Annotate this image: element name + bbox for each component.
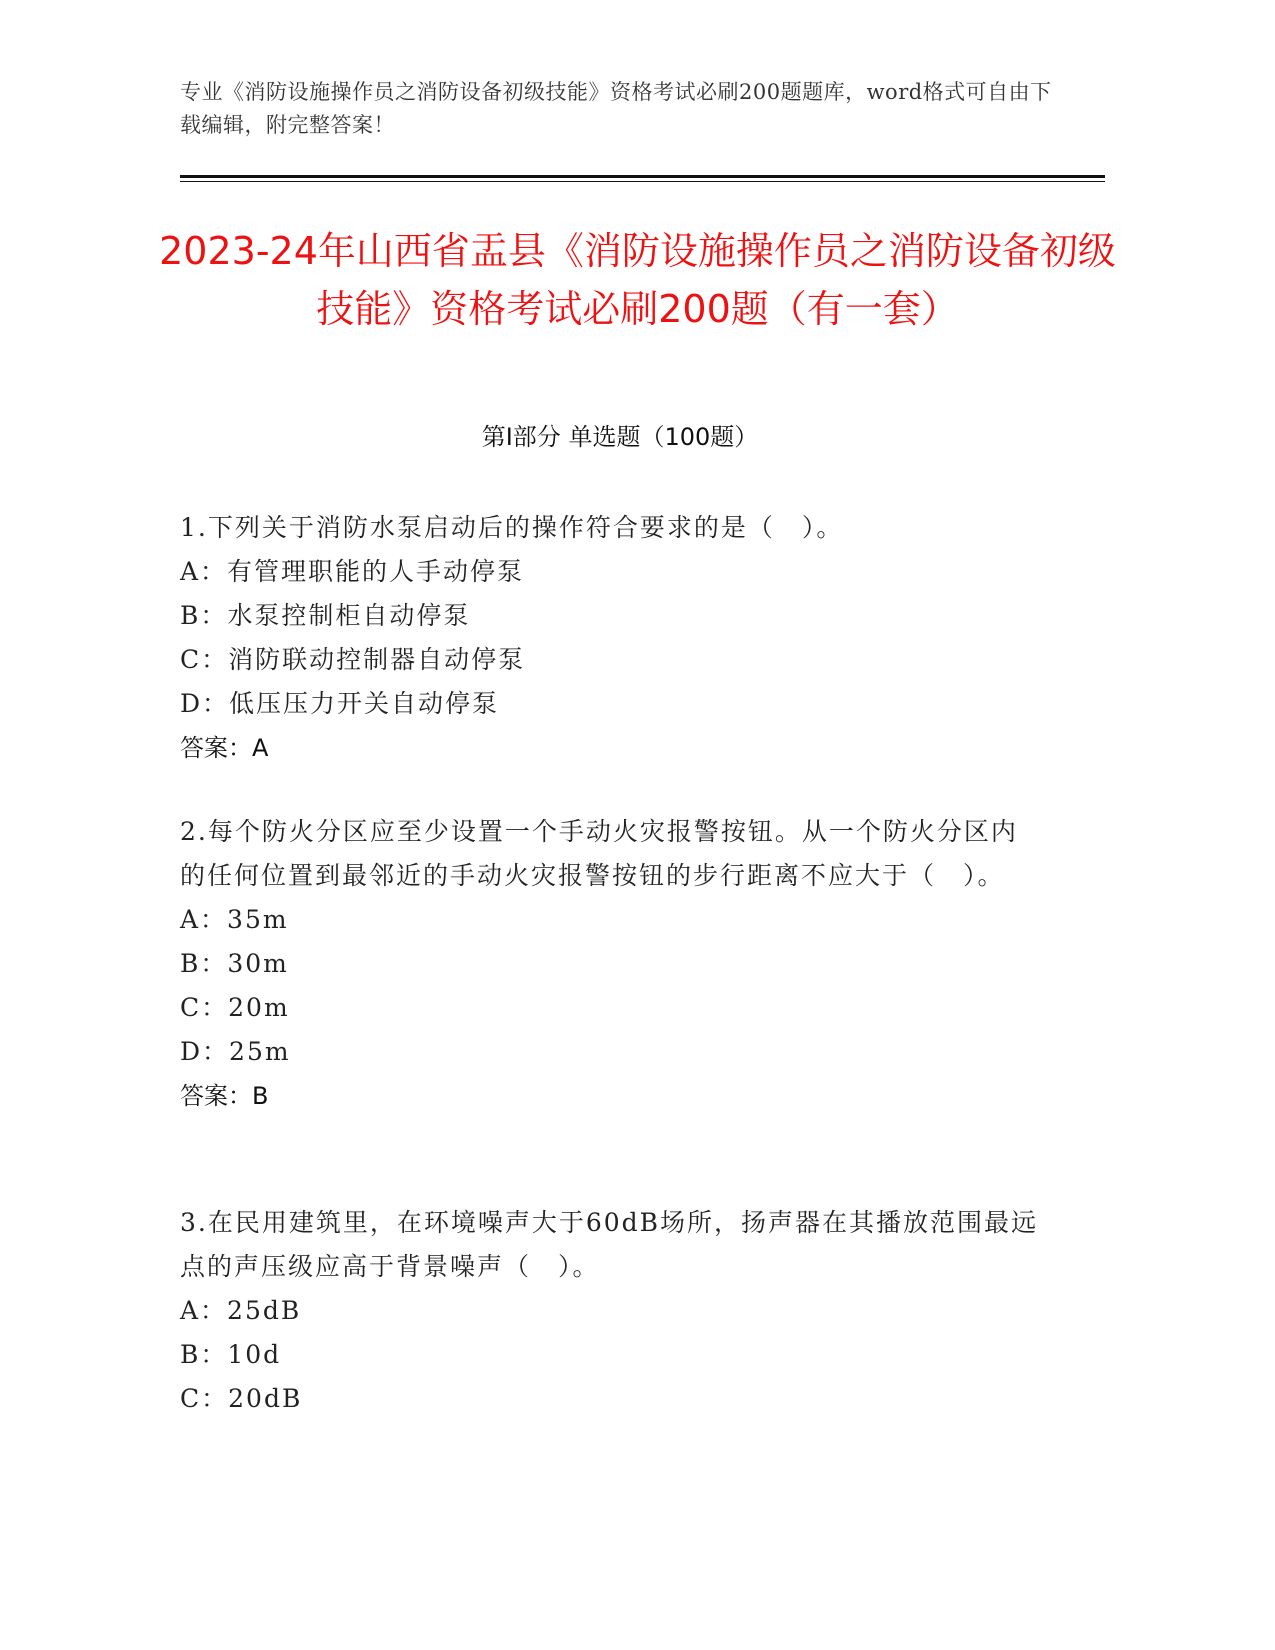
- option-d: D：低压压力开关自动停泵: [180, 689, 500, 718]
- question-stem: 2.每个防火分区应至少设置一个手动火灾报警按钮。从一个防火分区内的任何位置到最邻近的手动火灾报警按钮的步行距离不应大于（ ）。: [180, 817, 1018, 890]
- question-2: [180, 810, 1040, 1118]
- header-note: 专业《消防设施操作员之消防设备初级技能》资格考试必刷200题题库，word格式可自由下载编辑，附完整答案！: [180, 80, 1052, 137]
- answer: 答案：A: [180, 734, 269, 762]
- answer: 答案：B: [180, 1082, 269, 1110]
- option-d: D：25m: [180, 1037, 291, 1066]
- option-c: C：20dB: [180, 1384, 303, 1413]
- document-title: 2023-24年山西省盂县《消防设施操作员之消防设备初级技能》资格考试必刷200题（有一套）: [159, 229, 1116, 331]
- option-a: A：25dB: [180, 1296, 302, 1325]
- question-1: [180, 506, 1040, 770]
- question-stem: 1.下列关于消防水泵启动后的操作符合要求的是（ ）。: [180, 513, 844, 542]
- option-b: B：30m: [180, 949, 289, 978]
- option-c: C：消防联动控制器自动停泵: [180, 645, 526, 674]
- option-b: B：10d: [180, 1340, 282, 1369]
- question-3: [180, 1201, 1040, 1421]
- option-c: C：20m: [180, 993, 290, 1022]
- header-rule-thin: [180, 181, 1105, 182]
- option-b: B：水泵控制柜自动停泵: [180, 601, 471, 630]
- question-stem: 3.在民用建筑里，在环境噪声大于60dB场所，扬声器在其播放范围最远点的声压级应高于背景噪声（ ）。: [180, 1208, 1039, 1281]
- header-rule-thick: [180, 175, 1105, 178]
- option-a: A：35m: [180, 905, 289, 934]
- option-a: A：有管理职能的人手动停泵: [180, 557, 525, 586]
- section-heading: 第I部分 单选题（100题）: [481, 423, 759, 451]
